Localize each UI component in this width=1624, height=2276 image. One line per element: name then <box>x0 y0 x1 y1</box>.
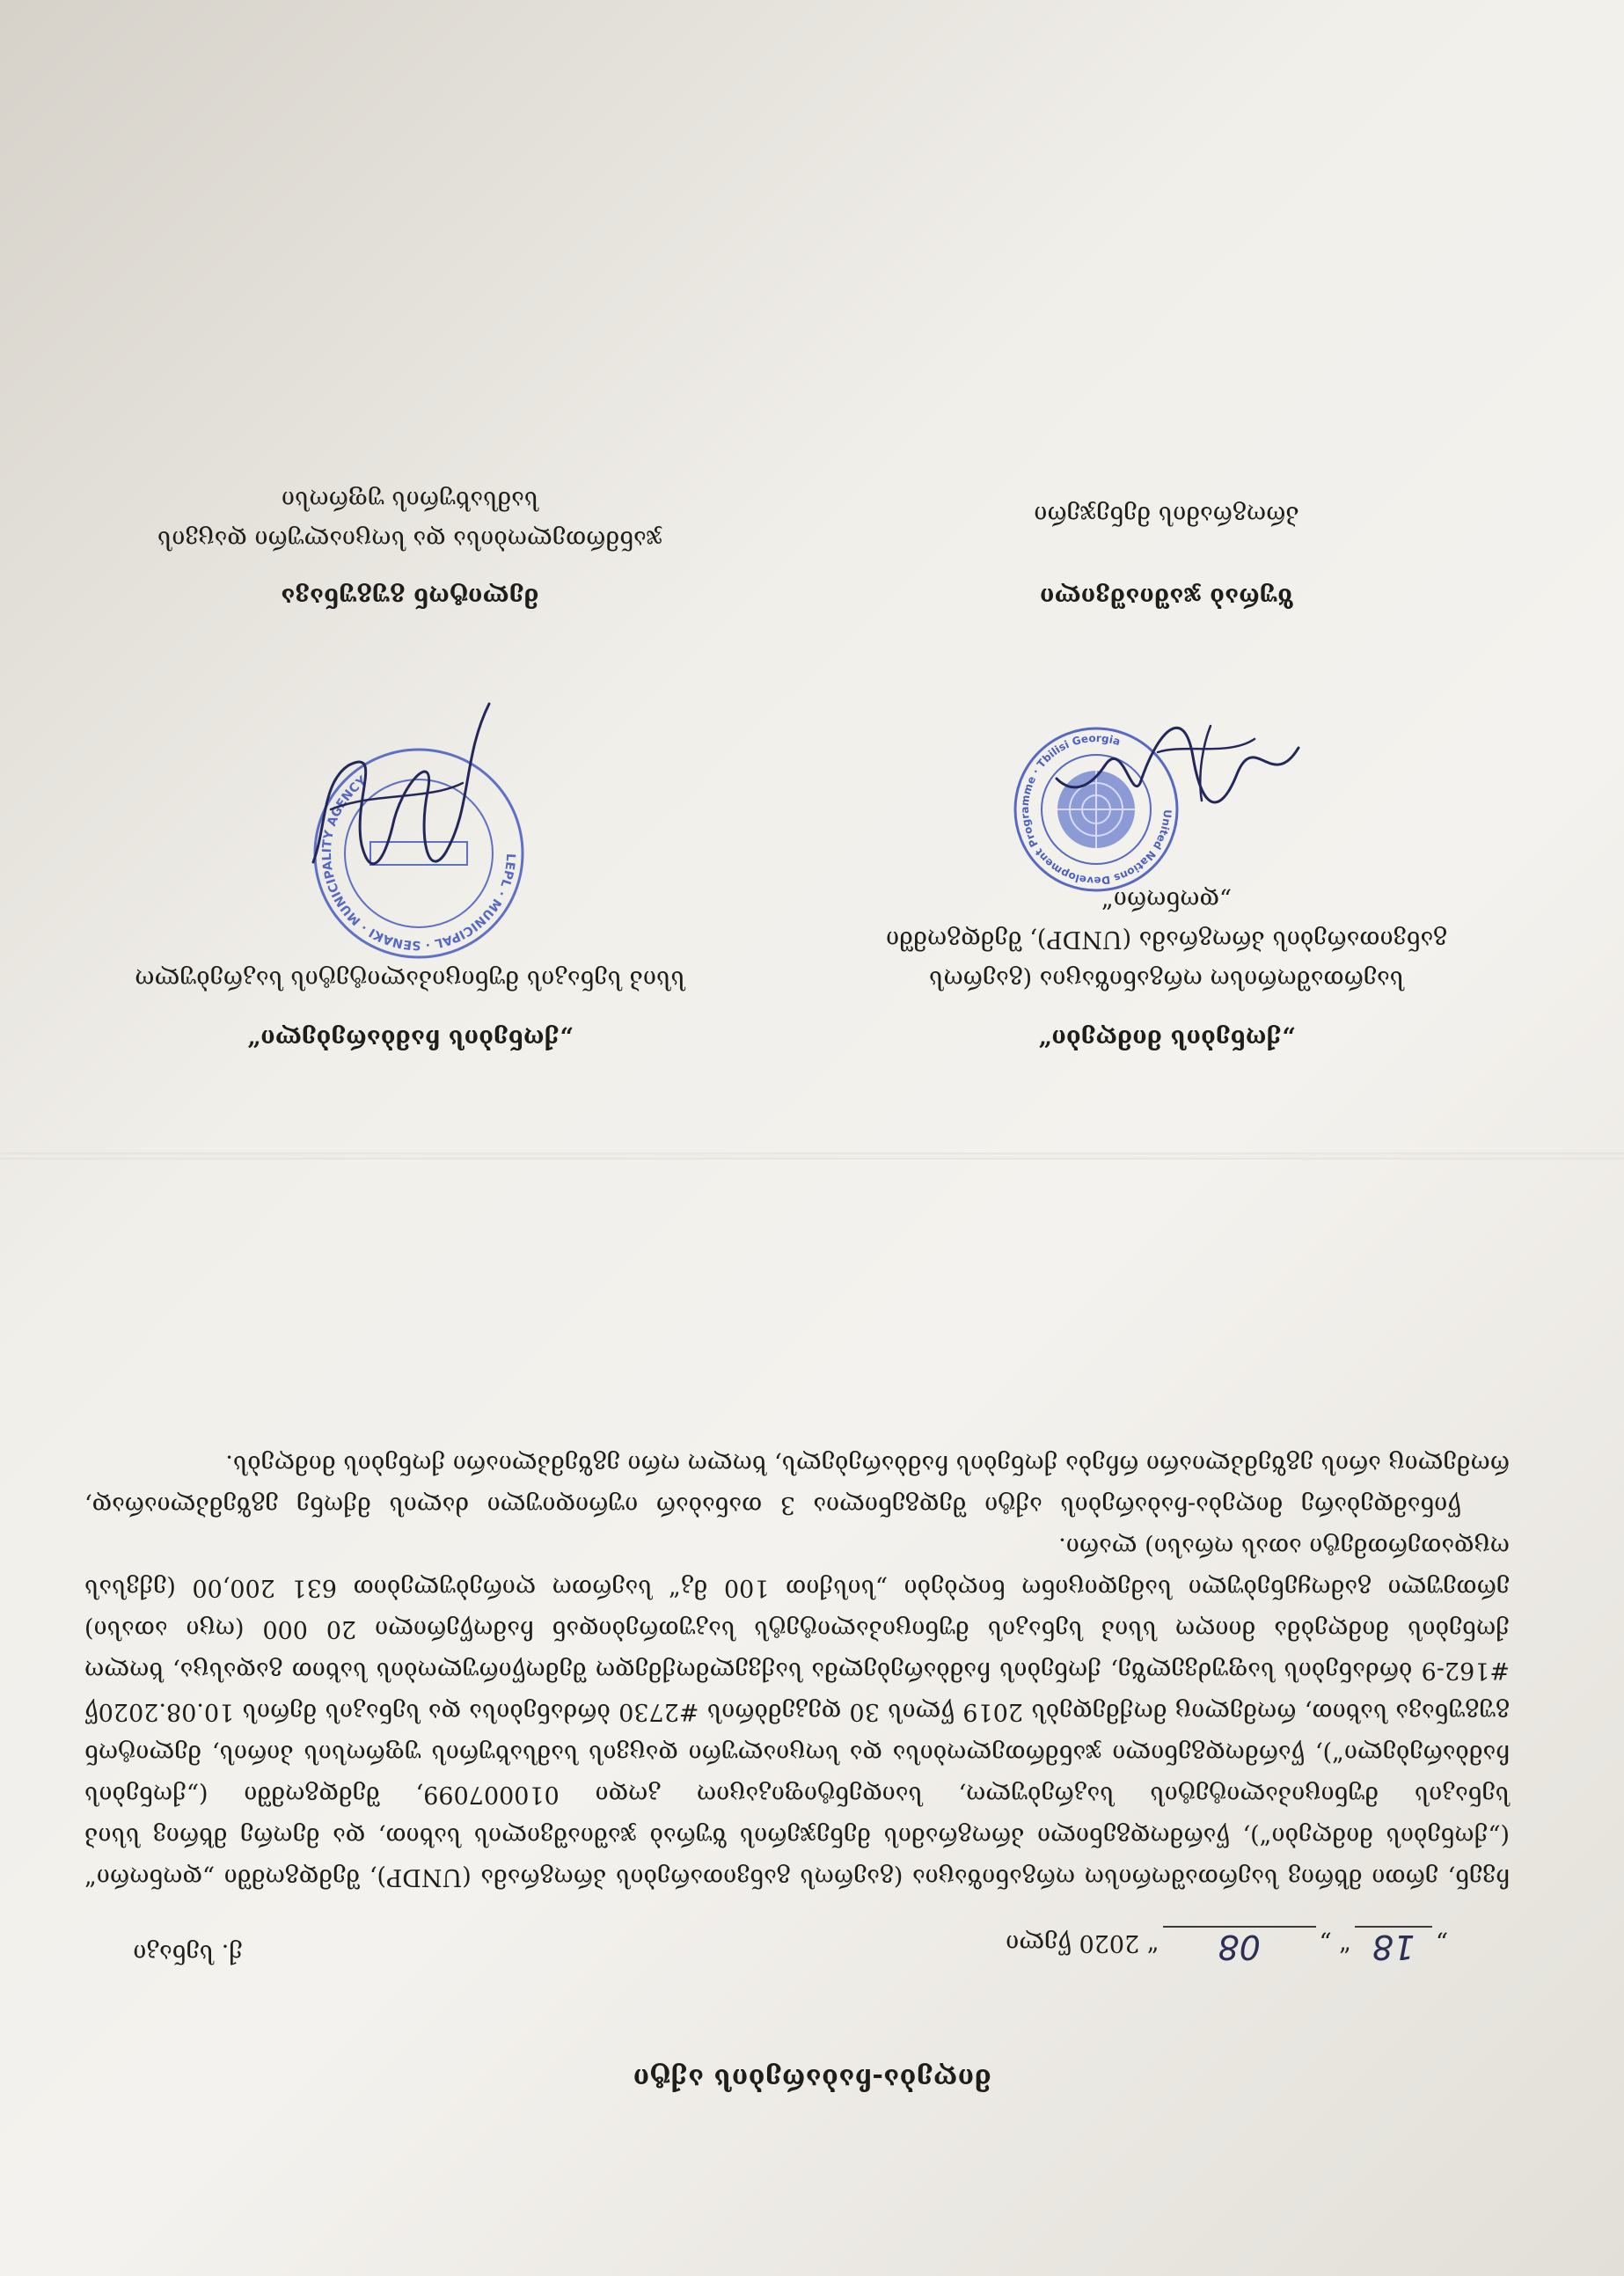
document-date: „18“ „08“ 2020 წელი <box>1006 1928 1448 1966</box>
date-day: 18 <box>1355 1926 1432 1966</box>
transferor-signer-title-line-1: ჯანმრთელობისა და სოციალური დაცვის <box>157 525 663 553</box>
transferor-signer-title-line-2: სამსახურის უფროსი <box>281 486 539 513</box>
receiver-org-line-1: საერთაშორისო ორგანიზაცია (გაეროს <box>929 965 1404 992</box>
transferor-block <box>67 479 753 1057</box>
document-body <box>84 1443 1510 1898</box>
transferor-signature <box>296 686 524 915</box>
date-month: 08 <box>1163 1926 1316 1966</box>
transferor-heading: „ქონების ჩამბარებელი“ <box>246 1024 574 1051</box>
receiver-signer-title: პროგრამის მენეჯერი <box>1034 501 1299 528</box>
document-title: მიღება-ჩაბარების აქტი <box>633 2062 991 2093</box>
undp-stamp-text: United Nations Development Programme · Tbilisi Georgia <box>1018 731 1174 888</box>
receiver-org-line-2: განვითარების პროგრამა (UNDP), შემდგომში <box>886 926 1447 953</box>
receiver-signature <box>1052 713 1307 827</box>
transferor-signer-name: მელიტონ გუგუნავა <box>281 582 539 610</box>
transferor-org-line-1: სსიპ სენაკის მუნიციპალიტეტის საკრებულო <box>135 965 685 992</box>
date-year: 2020 წელი <box>1006 1929 1140 1957</box>
receiver-signature-area <box>806 616 1527 888</box>
body-paragraph-2: წინამდებარე მიღება-ჩაბარების აქტი შედგენილია 3 თანაბარ იურიდიული ძალის მქონე ეგზემპლიარად, რომელიც არის ეგზემპლიარი რჩება ქონების ჩამბარებელს, ხოლო ორი ეგზემპლიარი ქონების მიმღებს. <box>84 1450 1510 1519</box>
receiver-block <box>806 494 1527 1057</box>
receiver-signer-name: ზურაბ ჯაშიაშვილი <box>1039 582 1294 610</box>
municipal-stamp-text: LEPL · MUNICIPAL · SENAKI · MUNICIPALITY AGENCY <box>319 773 518 953</box>
transferor-signature-area <box>67 616 753 953</box>
receiver-org-line-3: „დონორი“ <box>1101 886 1233 913</box>
body-paragraph-1: ჩვენ, ერთი მხრივ საერთაშორისო ორგანიზაცია (გაეროს განვითარების პროგრამა (UNDP), შემდგომში „დონორი“ („ქონების მიმღები“), წარმოდგენილი პროგრამის მენეჯერის ზურაბ ჯაშიაშვილის სახით, და მეორე მხრივ სსიპ სენაკის მუნიციპალიტეტის საკრებულო, საიდენტიფიკაციო კოდი 010007099, შემდგომში („ქონების ჩამბარებელი“), წარმოდგენილი ჯანმრთელობისა და სოციალური დაცვის სამსახურის უფროსის პირის, მელიტონ გუგუნავა სახით, რომელიც მოქმედებს 2019 წლის 30 დეკემბრის #2730 ბრძანებისა და სენაკის მერის 10.08.2020წ #162-9 ბრძანების საფუძველზე, ქონების ჩამბარებელმა საქველმოქმედო შემოწირულობის სახით გადასცა, ხოლო ქონების მიმღებმა მიიღო სსიპ სენაკის მუნიციპალიტეტს საკუთრებიდან ჩამოწერილი 20 000 (ოცი ათასი) ერთეული გამოყენებული სამედიცინო ნიღბები „სისქით 100 მკ“ საერთო ღირებულებით 631 200,00 (ექვსას ოცდათერთმეტი ათას ორასი) ლარი. <box>84 1533 1510 1891</box>
document-place: ქ. სენაკი <box>133 1939 243 1966</box>
receiver-heading: „ქონების მიმღები“ <box>1037 1024 1296 1051</box>
